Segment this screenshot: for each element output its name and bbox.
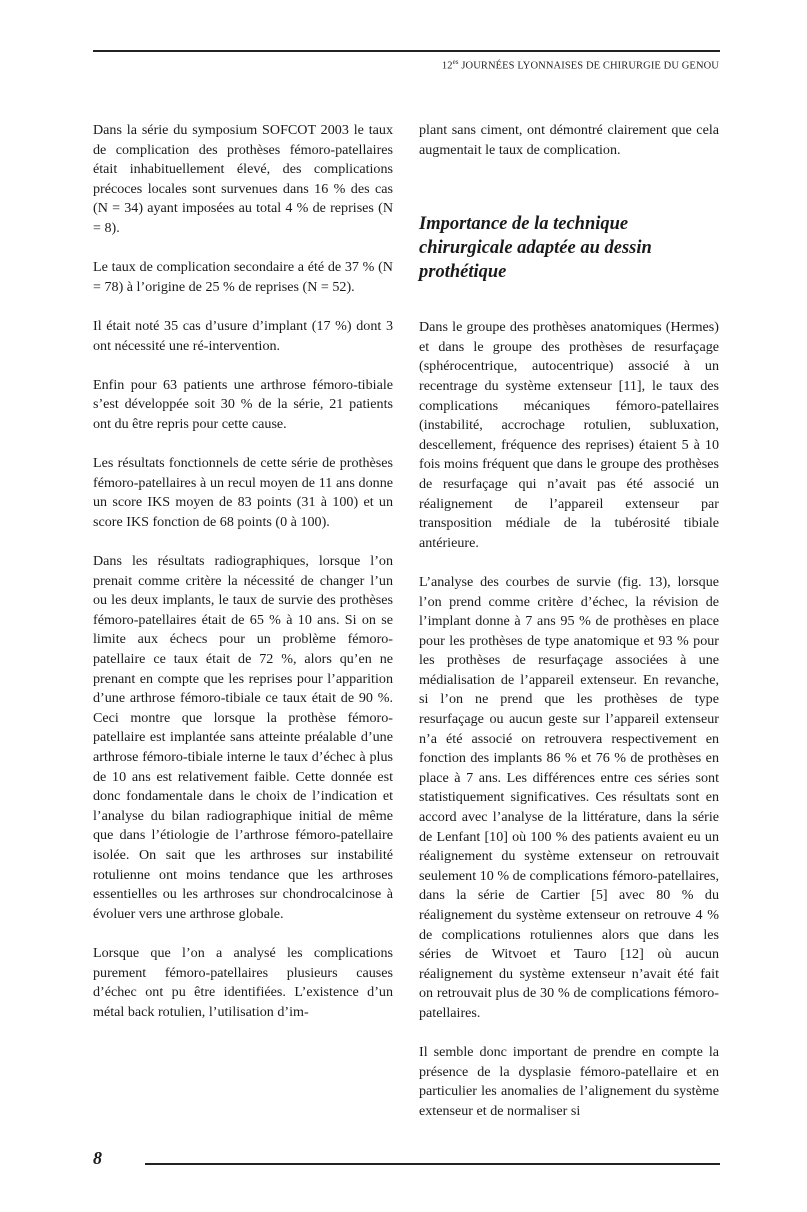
paragraph: Dans les résultats radiographiques, lorsque l’on prenait comme critère la nécessité de changer l’un ou les deux implants, le taux de survie des prothèses fémoro-patellaires était de 65 % à 10 ans. Si on se limite aux échecs pour un problème fémoro-patellaire ce taux était de 72 %, alors qu’en ne prenant en compte que les reprises pour l’apparition d’une arthrose fémoro-tibiale ce taux était de 90 %. Ceci montre que lorsque la prothèse fémoro-patellaire est implantée sans atteinte préalable d’une arthrose fémoro-tibiale interne le taux d’échec à plus de 10 ans est relativement faible. Cette donnée est donc fondamentale dans le choix de l’indication et l’analyse du bilan radiographique initial de même que dans l’étiologie de l’arthrose fémoro-patellaire isolée. On sait que les arthroses sur instabilité rotulienne ont moins tendance que les arthroses essentielles ou les arthroses sur chondrocalcinose à évoluer vers une arthrose globale. [93,553,393,922]
header-rule [93,50,720,52]
paragraph: Il semble donc important de prendre en compte la présence de la dysplasie fémoro-patellaire et en particulier les anomalies de l’alignement du système extenseur et de normaliser si [419,1044,719,1119]
paragraph: Il était noté 35 cas d’usure d’implant (17 %) dont 3 ont nécessité une ré-intervention. [93,317,393,354]
page-number: 8 [93,1148,102,1168]
footer-rule [145,1163,720,1165]
running-head [442,58,719,72]
running-head-number: 12 [441,60,453,72]
paragraph: Le taux de complication secondaire a été de 37 % (N = 78) à l’origine de 25 % de reprises (N = 52). [93,259,393,295]
left-column [93,121,393,1022]
paragraph: Dans la série du symposium SOFCOT 2003 le taux de complication des prothèses fémoro-patellaires était inhabituellement élevé, des complications précoces locales sont survenues dans 16 % des cas (N = 34) ayant imposées au total 4 % de reprises (N = 8). [93,122,393,236]
paragraph: Enfin pour 63 patients une arthrose fémoro-tibiale s’est développée soit 30 % de la série, 21 patients ont du être repris pour cette cause. [93,376,393,432]
paragraph: L’analyse des courbes de survie (fig. 13), lorsque l’on prend comme critère d’échec, la révision de l’implant donne à 7 ans 95 % de prothèses en place pour les prothèses de type anatomique et 93 % pour les prothèses de resurfaçage associées à une médialisation de l’appareil extenseur. En revanche, si l’on ne prend que les prothèses de type resurfaçage ou aucun geste sur l’appareil extenseur n’a été associé on retrouvera respectivement en fonction des implants 86 % et 76 % de prothèses en place à 7 ans. Les différences entre ces séries sont statistiquement significatives. Ces résultats sont en accord avec l’analyse de la littérature, dans la série de Lenfant [10] où 100 % des patients avaient eu un réalignement du système extenseur on retrouvait seulement 10 % de complications fémoro-patellaires, dans la série de Cartier [5] avec 80 % du réalignement du système extenseur on retrouve 4 % de complications rotuliennes alors que dans les séries de Witvoet et Tauro [12] où aucun réalignement du système extenseur n’avait été fait on retrouvait plus de 30 % de complications fémoro-patellaires. [419,573,719,1021]
continued-paragraph: plant sans ciment, ont démontré clairement que cela augmentait le taux de complication. [419,122,719,158]
paragraph: Dans le groupe des prothèses anatomiques (Hermes) et dans le groupe des prothèses de resurfaçage (sphérocentrique, autocentrique) associé à un recentrage du système extenseur [11], le taux des complications mécaniques fémoro-patellaires (instabilité, accrochage rotulien, subluxation, descellement, fréquence des reprises) étaient 5 à 10 fois moins fréquent que dans le groupe des prothèses de resurfaçage qui n’avait pas été associé un réalignement de l’appareil extenseur par transposition médiale de la tubérosité tibiale antérieure. [419,319,719,551]
running-head-text: JOURNÉES LYONNAISES DE CHIRURGIE DU GENOU [458,60,719,72]
paragraph: Les résultats fonctionnels de cette série de prothèses fémoro-patellaires à un recul moyen de 11 ans donne un score IKS moyen de 83 points (31 à 100) et un score IKS fonction de 68 points (0 à 100). [93,455,393,530]
running-head-superscript: es [452,58,459,66]
right-column [419,121,719,1122]
section-title: Importance de la technique chirurgicale adaptée au dessin prothétique [419,214,652,283]
paragraph: Lorsque que l’on a analysé les complications purement fémoro-patellaires plusieurs causes d’échec ont pu être identifiées. L’existence d’un métal back rotulien, l’utilisation d’im- [93,944,393,1020]
